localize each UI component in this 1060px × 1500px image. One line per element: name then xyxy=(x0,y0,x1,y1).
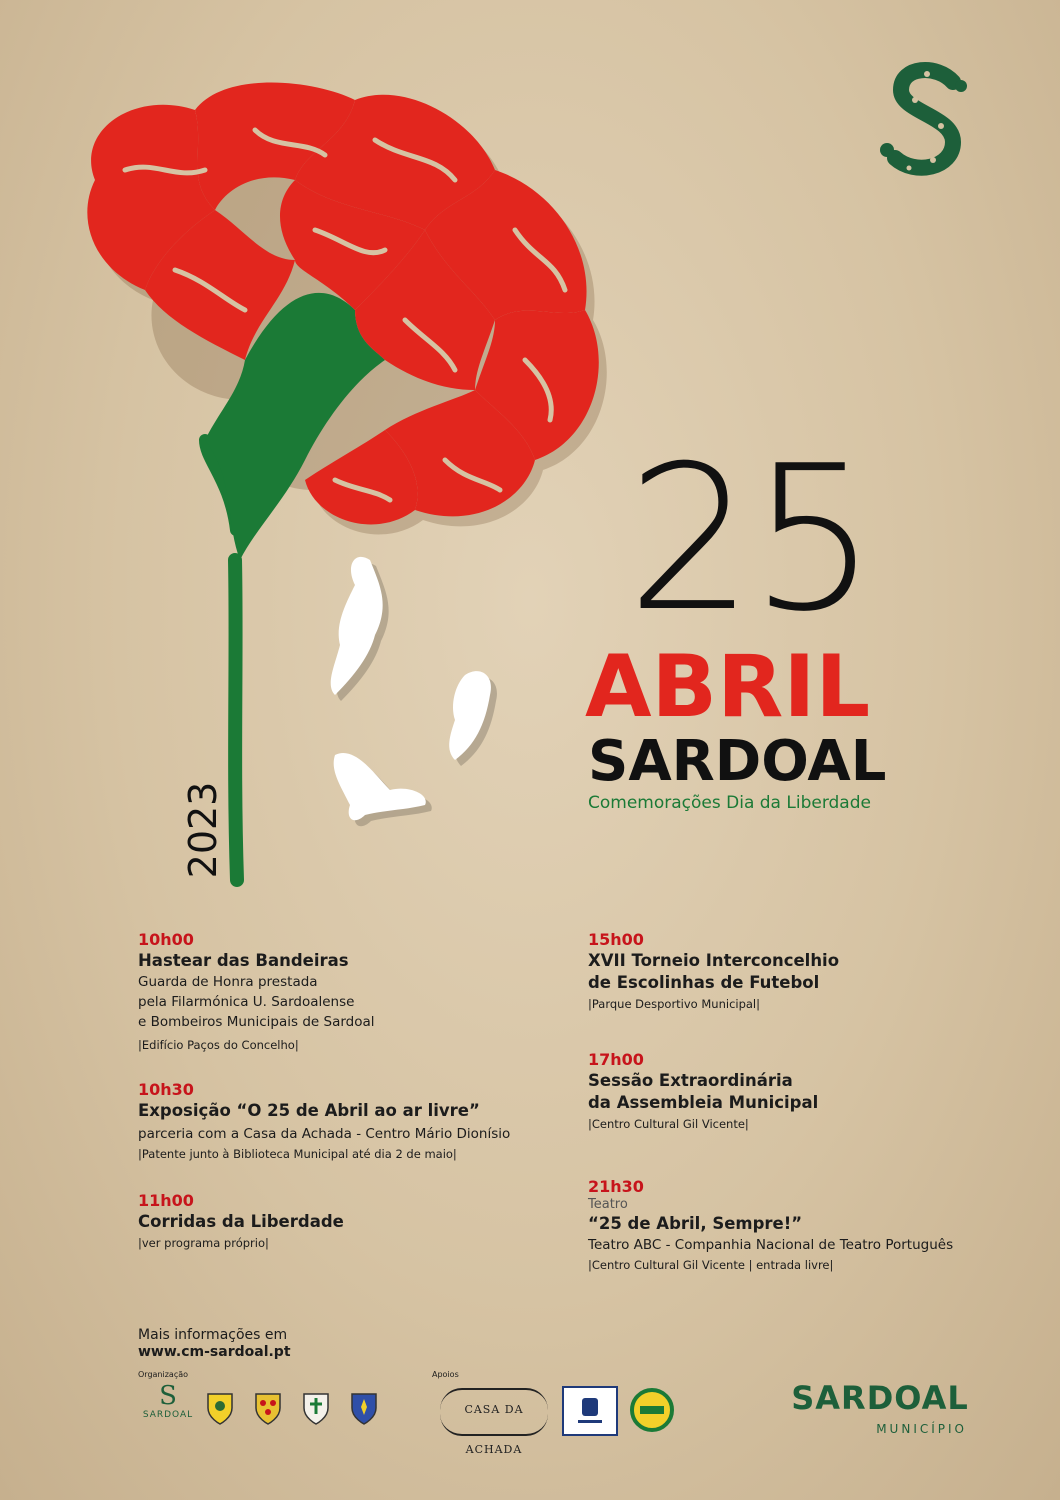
event-time: 10h00 xyxy=(138,930,194,949)
event-location: |Edifício Paços do Concelho| xyxy=(138,1038,299,1052)
apoios-label: Apoios xyxy=(432,1370,459,1379)
casa-achada-logo xyxy=(440,1388,548,1456)
event-title: XVII Torneio Interconcelhio xyxy=(588,951,840,970)
event-title: Hastear das Bandeiras xyxy=(138,951,349,970)
casa-achada-text: CASA DA ACHADA xyxy=(464,1403,524,1456)
event-title: “25 de Abril, Sempre!” xyxy=(588,1214,803,1233)
event-time: 21h30 xyxy=(588,1177,644,1196)
support-institution-logo xyxy=(562,1386,618,1436)
event-1000 xyxy=(138,930,375,1055)
event-time: 11h00 xyxy=(138,1191,194,1210)
municipio-name: SARDOAL xyxy=(791,1379,969,1417)
parish-crest-icon xyxy=(344,1388,384,1428)
event-detail: e Bombeiros Municipais de Sardoal xyxy=(138,1014,375,1030)
website-link[interactable]: www.cm-sardoal.pt xyxy=(138,1344,291,1360)
doves-illustration xyxy=(315,545,525,835)
headline-year: 2023 xyxy=(181,781,225,879)
org-sardoal-logo xyxy=(140,1382,196,1432)
event-title: Corridas da Liberdade xyxy=(138,1212,344,1231)
event-1100 xyxy=(138,1191,344,1253)
headline-subtitle: Comemorações Dia da Liberdade xyxy=(588,793,871,813)
event-1030 xyxy=(138,1080,510,1164)
event-detail: pela Filarmónica U. Sardoalense xyxy=(138,994,355,1010)
event-location: |Patente junto à Biblioteca Municipal até dia 2 de maio| xyxy=(138,1147,457,1161)
sardoal-s-logo xyxy=(875,60,980,185)
event-detail: parceria com a Casa da Achada - Centro Mário Dionísio xyxy=(138,1126,511,1142)
event-title: de Escolinhas de Futebol xyxy=(588,973,820,992)
event-category: Teatro xyxy=(588,1197,628,1212)
event-title: da Assembleia Municipal xyxy=(588,1093,819,1112)
municipio-sub: MUNICÍPIO xyxy=(876,1422,967,1436)
event-detail: Teatro ABC - Companhia Nacional de Teatro Português xyxy=(588,1237,954,1253)
event-time: 15h00 xyxy=(588,930,644,949)
event-location: |Parque Desportivo Municipal| xyxy=(588,997,761,1011)
event-location: |Centro Cultural Gil Vicente | entrada livre| xyxy=(588,1258,834,1272)
event-2130 xyxy=(588,1177,953,1275)
parish-crest-icon xyxy=(296,1388,336,1428)
event-1500 xyxy=(588,930,839,1014)
event-time: 17h00 xyxy=(588,1050,644,1069)
headline-number: 25 xyxy=(626,423,874,656)
event-location: |Centro Cultural Gil Vicente| xyxy=(588,1117,749,1131)
headline-month: ABRIL xyxy=(585,637,871,737)
more-info-label: Mais informações em xyxy=(138,1327,288,1343)
s-mark-icon: S xyxy=(159,1381,177,1411)
org-logo-text: SARDOAL xyxy=(142,1410,194,1420)
parish-crest-icon xyxy=(200,1388,240,1428)
headline-place: SARDOAL xyxy=(588,729,887,794)
event-title: Exposição “O 25 de Abril ao ar livre” xyxy=(138,1101,480,1120)
event-1700 xyxy=(588,1050,818,1134)
parish-crest-icon xyxy=(248,1388,288,1428)
organizacao-label: Organização xyxy=(138,1370,189,1379)
event-detail: Guarda de Honra prestada xyxy=(138,974,318,990)
event-location: |ver programa próprio| xyxy=(138,1236,269,1250)
event-time: 10h30 xyxy=(138,1080,194,1099)
event-title: Sessão Extraordinária xyxy=(588,1071,793,1090)
support-club-crest-icon xyxy=(630,1388,674,1432)
